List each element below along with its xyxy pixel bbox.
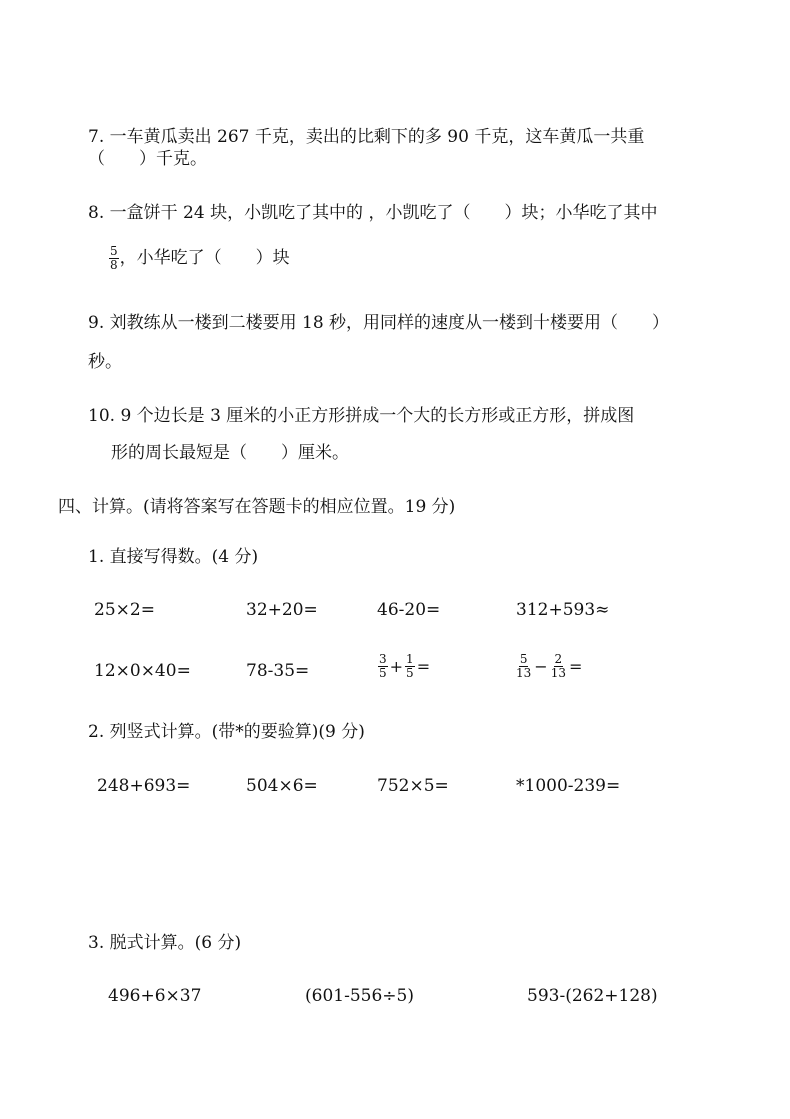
- minus-operator: −: [534, 656, 548, 676]
- p2-item-1: 248+693=: [97, 776, 191, 796]
- frac-denominator: 13: [550, 666, 566, 680]
- q9-line1: 9. 刘教练从一楼到二楼要用 18 秒，用同样的速度从一楼到十楼要用（ ）: [88, 313, 670, 333]
- section4-heading: 四、计算。(请将答案写在答题卡的相应位置。19 分): [58, 497, 456, 517]
- p1-item-7: [377, 653, 431, 680]
- frac-numerator: 5: [519, 652, 528, 666]
- q10-line2: 形的周长最短是（ ）厘米。: [111, 443, 349, 463]
- q8-line1: 8. 一盒饼干 24 块，小凯吃了其中的 ，小凯吃了（ ）块；小华吃了其中: [88, 203, 658, 223]
- plus-operator: +: [389, 656, 404, 676]
- fraction: [550, 653, 567, 680]
- q8-frac-numerator: 5: [110, 244, 118, 258]
- q9-line2: 秒。: [88, 352, 122, 372]
- fraction: [378, 653, 388, 680]
- frac-denominator: 5: [406, 666, 414, 680]
- p2-item-4: *1000-239=: [516, 776, 621, 796]
- p3-item-3: 593-(262+128): [527, 986, 658, 1006]
- frac-numerator: 1: [406, 652, 414, 666]
- frac-numerator: 3: [379, 652, 387, 666]
- equals-sign: =: [568, 656, 583, 676]
- p3-title: 3. 脱式计算。(6 分): [88, 933, 242, 953]
- frac-denominator: 13: [516, 666, 532, 680]
- equals-sign: =: [416, 656, 431, 676]
- p1-item-4: 312+593≈: [516, 600, 610, 620]
- q8-fraction: [109, 245, 119, 272]
- p1-title: 1. 直接写得数。(4 分): [88, 547, 259, 567]
- p1-item-1: 25×2=: [94, 600, 155, 620]
- q10-line1: 10. 9 个边长是 3 厘米的小正方形拼成一个大的长方形或正方形，拼成图: [88, 406, 635, 426]
- p1-item-5: 12×0×40=: [94, 661, 191, 681]
- fraction: [515, 653, 532, 680]
- frac-numerator: 2: [554, 652, 563, 666]
- p3-item-2: (601-556÷5): [305, 986, 414, 1006]
- frac-denominator: 5: [379, 666, 387, 680]
- q8-line2-text: ，小华吃了（ ）块: [119, 248, 290, 268]
- p1-item-6: 78-35=: [246, 661, 310, 681]
- p1-item-8: [514, 653, 583, 680]
- p1-item-3: 46-20=: [377, 600, 441, 620]
- q7-line2: （ ）千克。: [88, 149, 207, 169]
- q7-line1: 7. 一车黄瓜卖出 267 千克，卖出的比剩下的多 90 千克，这车黄瓜一共重: [88, 127, 645, 147]
- p2-item-2: 504×6=: [246, 776, 318, 796]
- fraction: [405, 653, 415, 680]
- p1-item-2: 32+20=: [246, 600, 318, 620]
- p2-title: 2. 列竖式计算。(带*的要验算)(9 分): [88, 722, 365, 742]
- q8-line2: [108, 245, 290, 272]
- p3-item-1: 496+6×37: [108, 986, 202, 1006]
- p2-item-3: 752×5=: [377, 776, 449, 796]
- q8-frac-denominator: 8: [110, 258, 118, 272]
